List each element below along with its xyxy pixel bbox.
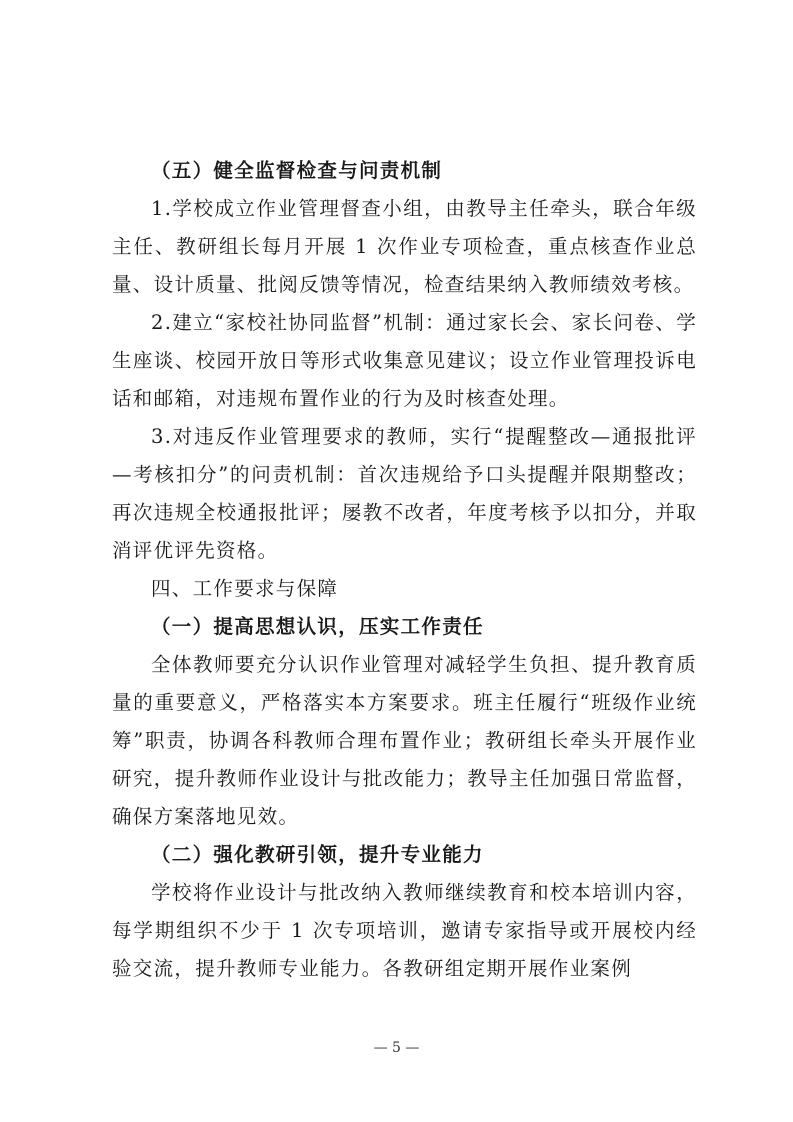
paragraph-5: 学校将作业设计与批改纳入教师继续教育和校本培训内容，每学期组织不少于 1 次专项培训，邀请专家指导或开展校内经验交流，提升教师专业能力。各教研组定期开展作业案例 — [112, 881, 697, 980]
section-heading-2: （二）强化教研引领，提升专业能力 — [151, 843, 484, 866]
document-body — [112, 152, 697, 988]
paragraph-1: 1.学校成立作业管理督查小组，由教导主任牵头，联合年级主任、教研组长每月开展 1 次作业专项检查，重点核查作业总量、设计质量、批阅反馈等情况，检查结果纳入教师绩效考核。 — [112, 197, 697, 296]
section-heading-5: （五）健全监督检查与问责机制 — [151, 159, 443, 182]
page-number: — 5 — — [373, 1040, 420, 1056]
paragraph-3: 3.对违反作业管理要求的教师，实行“提醒整改—通报批评—考核扣分”的问责机制：首次违规给予口头提醒并限期整改；再次违规全校通报批评；屡教不改者，年度考核予以扣分，并取消评优评先资格。 — [112, 425, 697, 562]
chapter-heading-4: 四、工作要求与保障 — [151, 577, 339, 600]
section-heading-1: （一）提高思想认识，压实工作责任 — [151, 615, 484, 638]
paragraph-4: 全体教师要充分认识作业管理对减轻学生负担、提升教育质量的重要意义，严格落实本方案要求。班主任履行“班级作业统筹”职责，协调各科教师合理布置作业；教研组长牵头开展作业研究，提升教师作业设计与批改能力；教导主任加强日常监督，确保方案落地见效。 — [112, 653, 697, 828]
paragraph-2: 2.建立“家校社协同监督”机制：通过家长会、家长问卷、学生座谈、校园开放日等形式收集意见建议；设立作业管理投诉电话和邮箱，对违规布置作业的行为及时核查处理。 — [112, 311, 697, 410]
